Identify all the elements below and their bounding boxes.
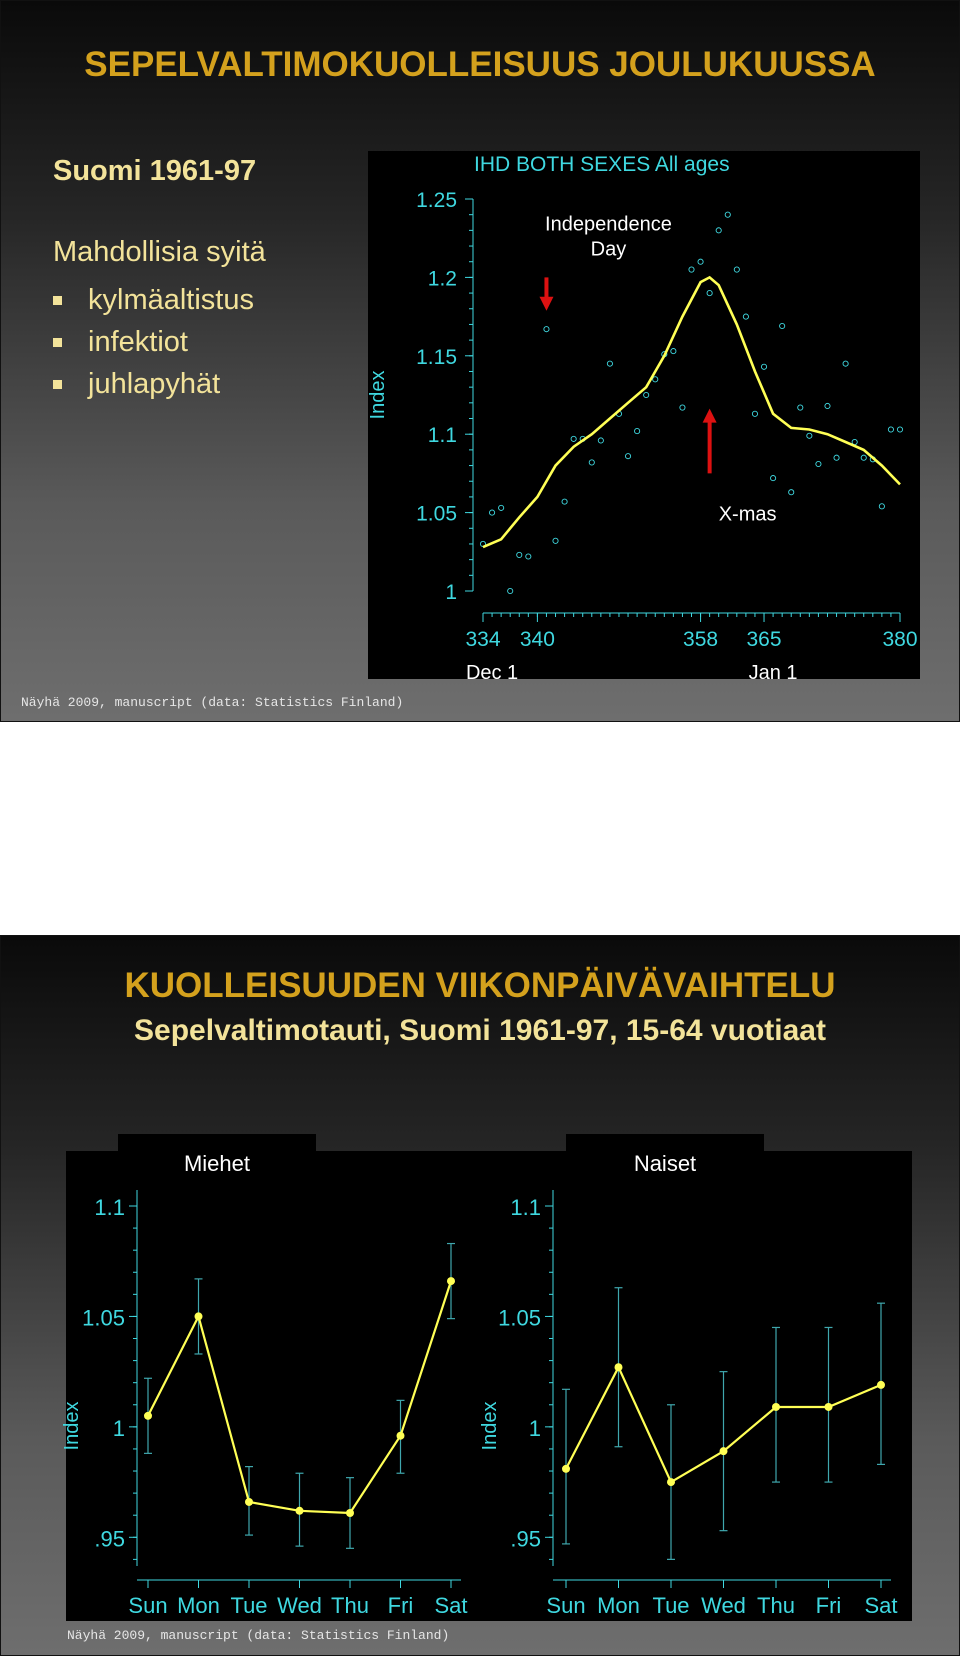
x-tick-label: Mon [177, 1593, 220, 1618]
y-tick-label: 1 [528, 1415, 541, 1441]
chart-title: IHD BOTH SEXES All ages [474, 153, 730, 176]
y-tick-label: 1.1 [94, 1195, 125, 1220]
cause-label: juhlapyhät [88, 367, 221, 400]
x-tick-label: Sat [434, 1593, 468, 1618]
y-axis-label: Index [479, 1401, 501, 1451]
x-tick-label: Thu [331, 1593, 369, 1618]
x-tick-label: Sun [128, 1593, 168, 1618]
data-point [144, 1412, 152, 1420]
chart-title: Miehet [183, 1151, 251, 1176]
causes-block [53, 236, 266, 405]
data-point [447, 1277, 455, 1285]
data-point [195, 1312, 203, 1320]
data-point [346, 1509, 354, 1517]
date-label: Dec 1 [465, 662, 519, 684]
annotation-label: Independence [545, 213, 672, 236]
x-tick-label: Fri [387, 1593, 414, 1618]
slide-weekday-mortality [0, 935, 960, 1656]
slide1-subtitle: Suomi 1961-97 [53, 155, 257, 187]
x-tick-label: Wed [701, 1593, 746, 1618]
data-point [562, 1465, 570, 1473]
x-tick-label: 334 [465, 628, 501, 651]
y-tick-label: .95 [94, 1526, 125, 1552]
y-tick-label: 1.15 [416, 345, 457, 369]
annotation-label: X-mas [718, 503, 777, 526]
y-tick-label: 1 [112, 1415, 125, 1441]
bullet-square-icon [53, 380, 62, 389]
chart-title: Naiset [633, 1151, 697, 1176]
data-point [772, 1403, 780, 1411]
y-axis-label: Index [367, 370, 389, 420]
causes-list [53, 279, 266, 405]
y-tick-label: 1 [445, 581, 457, 604]
x-tick-label: 365 [746, 628, 782, 651]
data-point [720, 1447, 728, 1455]
annotation-label: Day [590, 238, 627, 261]
cause-item [53, 279, 266, 321]
cause-label: kylmäaltistus [88, 283, 254, 316]
cause-item [53, 363, 266, 405]
december-chart [367, 151, 920, 684]
x-tick-label: Thu [757, 1593, 795, 1618]
bullet-square-icon [53, 338, 62, 347]
date-label: Jan 1 [748, 662, 798, 684]
x-tick-label: Fri [815, 1593, 842, 1618]
x-tick-label: 380 [882, 628, 918, 651]
bullet-square-icon [53, 296, 62, 305]
y-axis-label: Index [61, 1401, 83, 1451]
x-tick-label: 340 [519, 628, 555, 651]
weekday-chart-women [478, 1151, 912, 1621]
y-tick-label: 1.05 [498, 1305, 541, 1331]
slide1-credit: Näyhä 2009, manuscript (data: Statistics Finland) [21, 695, 404, 710]
plot-background [478, 1151, 912, 1621]
y-tick-label: 1.05 [82, 1305, 125, 1331]
data-point [296, 1507, 304, 1515]
data-point [615, 1363, 623, 1371]
y-tick-label: 1.1 [427, 424, 457, 448]
x-tick-label: Sat [864, 1593, 898, 1618]
cause-item [53, 321, 266, 363]
y-tick-label: 1.1 [510, 1195, 541, 1220]
y-tick-label: 1.05 [416, 502, 457, 526]
y-tick-label: 1.2 [427, 267, 457, 291]
x-tick-label: 358 [683, 628, 719, 651]
slide-december-mortality [0, 0, 960, 722]
data-point [877, 1381, 885, 1389]
slide1-title: SEPELVALTIMOKUOLLEISUUS JOULUKUUSSA [84, 45, 876, 84]
slide2-title: KUOLLEISUUDEN VIIKONPÄIVÄVAIHTELU [124, 966, 836, 1005]
data-point [667, 1478, 675, 1486]
slide2-subtitle: Sepelvaltimotauti, Suomi 1961-97, 15-64 vuotiaat [134, 1014, 826, 1047]
x-tick-label: Wed [277, 1593, 322, 1618]
cause-label: infektiot [88, 325, 188, 358]
data-point [397, 1432, 405, 1440]
x-tick-label: Tue [652, 1593, 690, 1618]
data-point [245, 1498, 253, 1506]
plot-background [66, 1151, 500, 1621]
y-tick-label: 1.25 [416, 189, 457, 212]
x-tick-label: Mon [597, 1593, 640, 1618]
weekday-chart-men [61, 1151, 500, 1621]
slide2-credit: Näyhä 2009, manuscript (data: Statistics Finland) [67, 1628, 450, 1643]
causes-heading: Mahdollisia syitä [53, 236, 266, 268]
y-tick-label: .95 [510, 1526, 541, 1552]
data-point [825, 1403, 833, 1411]
x-tick-label: Sun [546, 1593, 586, 1618]
x-tick-label: Tue [230, 1593, 268, 1618]
